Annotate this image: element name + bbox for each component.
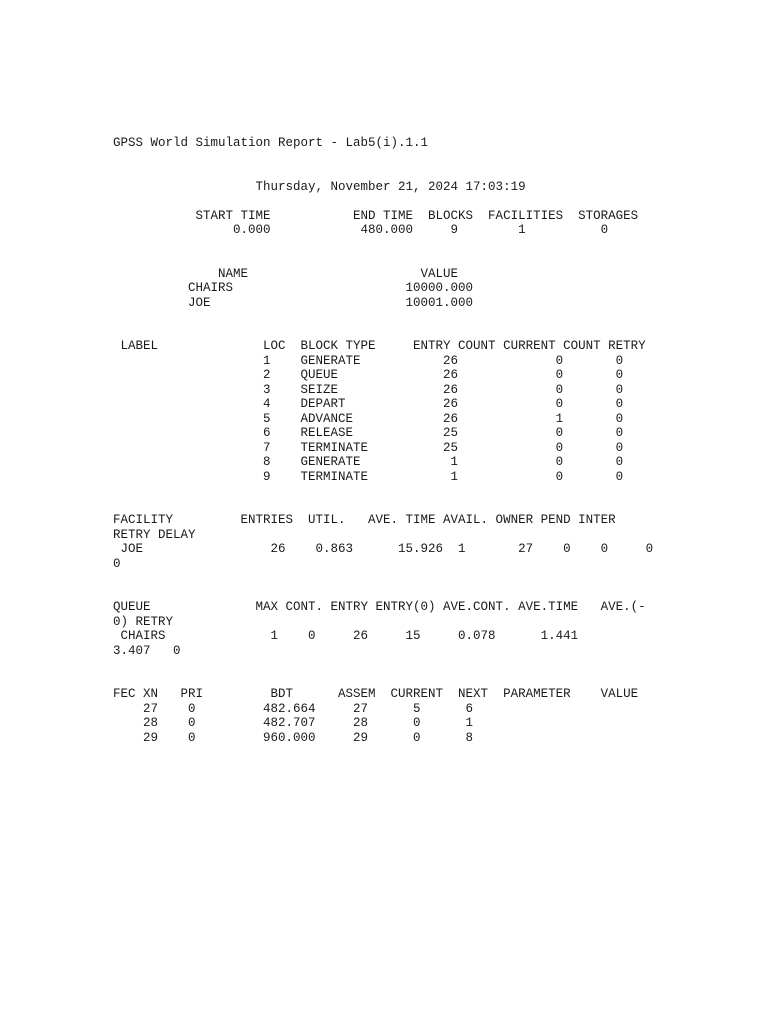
report-line: 0.000 480.000 9 1 0 xyxy=(113,223,609,237)
report-line: 5 ADVANCE 26 1 0 xyxy=(113,411,624,426)
report-line: JOE 10001.000 xyxy=(113,295,474,310)
simulation-report-text xyxy=(113,136,653,745)
report-line: 2 QUEUE 26 0 0 xyxy=(113,368,624,382)
report-line: 28 0 482.707 28 0 1 xyxy=(113,716,474,730)
report-line: CHAIRS 10000.000 xyxy=(113,281,474,295)
report-line: CHAIRS 1 0 26 15 0.078 1.441 xyxy=(113,629,579,643)
report-line: 4 DEPART 26 0 0 xyxy=(113,397,624,411)
report-line: FACILITY ENTRIES UTIL. AVE. TIME AVAIL. OWNER PEND INTER xyxy=(113,513,616,527)
report-line: RETRY DELAY xyxy=(113,527,196,542)
report-line: START TIME END TIME BLOCKS FACILITIES STORAGES xyxy=(113,208,639,223)
report-line: 27 0 482.664 27 5 6 xyxy=(113,701,474,716)
report-line: FEC XN PRI BDT ASSEM CURRENT NEXT PARAMETER VALUE xyxy=(113,687,639,701)
report-line: 6 RELEASE 25 0 0 xyxy=(113,426,624,440)
report-line: Thursday, November 21, 2024 17:03:19 xyxy=(113,179,526,194)
report-line: 3 SEIZE 26 0 0 xyxy=(113,382,624,397)
report-line: 29 0 960.000 29 0 8 xyxy=(113,730,474,745)
report-line: GPSS World Simulation Report - Lab5(i).1.1 xyxy=(113,136,429,150)
report-line: 3.407 0 xyxy=(113,643,181,658)
report-line: 7 TERMINATE 25 0 0 xyxy=(113,440,624,455)
report-line: 0) RETRY xyxy=(113,614,174,629)
report-line: QUEUE MAX CONT. ENTRY ENTRY(0) AVE.CONT. AVE.TIME AVE.(- xyxy=(113,600,646,614)
report-line: JOE 26 0.863 15.926 1 27 0 0 0 xyxy=(113,542,654,556)
report-line: 0 xyxy=(113,556,121,571)
report-line: NAME VALUE xyxy=(113,266,459,281)
report-line: 1 GENERATE 26 0 0 xyxy=(113,353,624,368)
report-line: 9 TERMINATE 1 0 0 xyxy=(113,469,624,484)
report-line: 8 GENERATE 1 0 0 xyxy=(113,455,624,469)
report-line: LABEL LOC BLOCK TYPE ENTRY COUNT CURRENT COUNT RETRY xyxy=(113,339,646,353)
